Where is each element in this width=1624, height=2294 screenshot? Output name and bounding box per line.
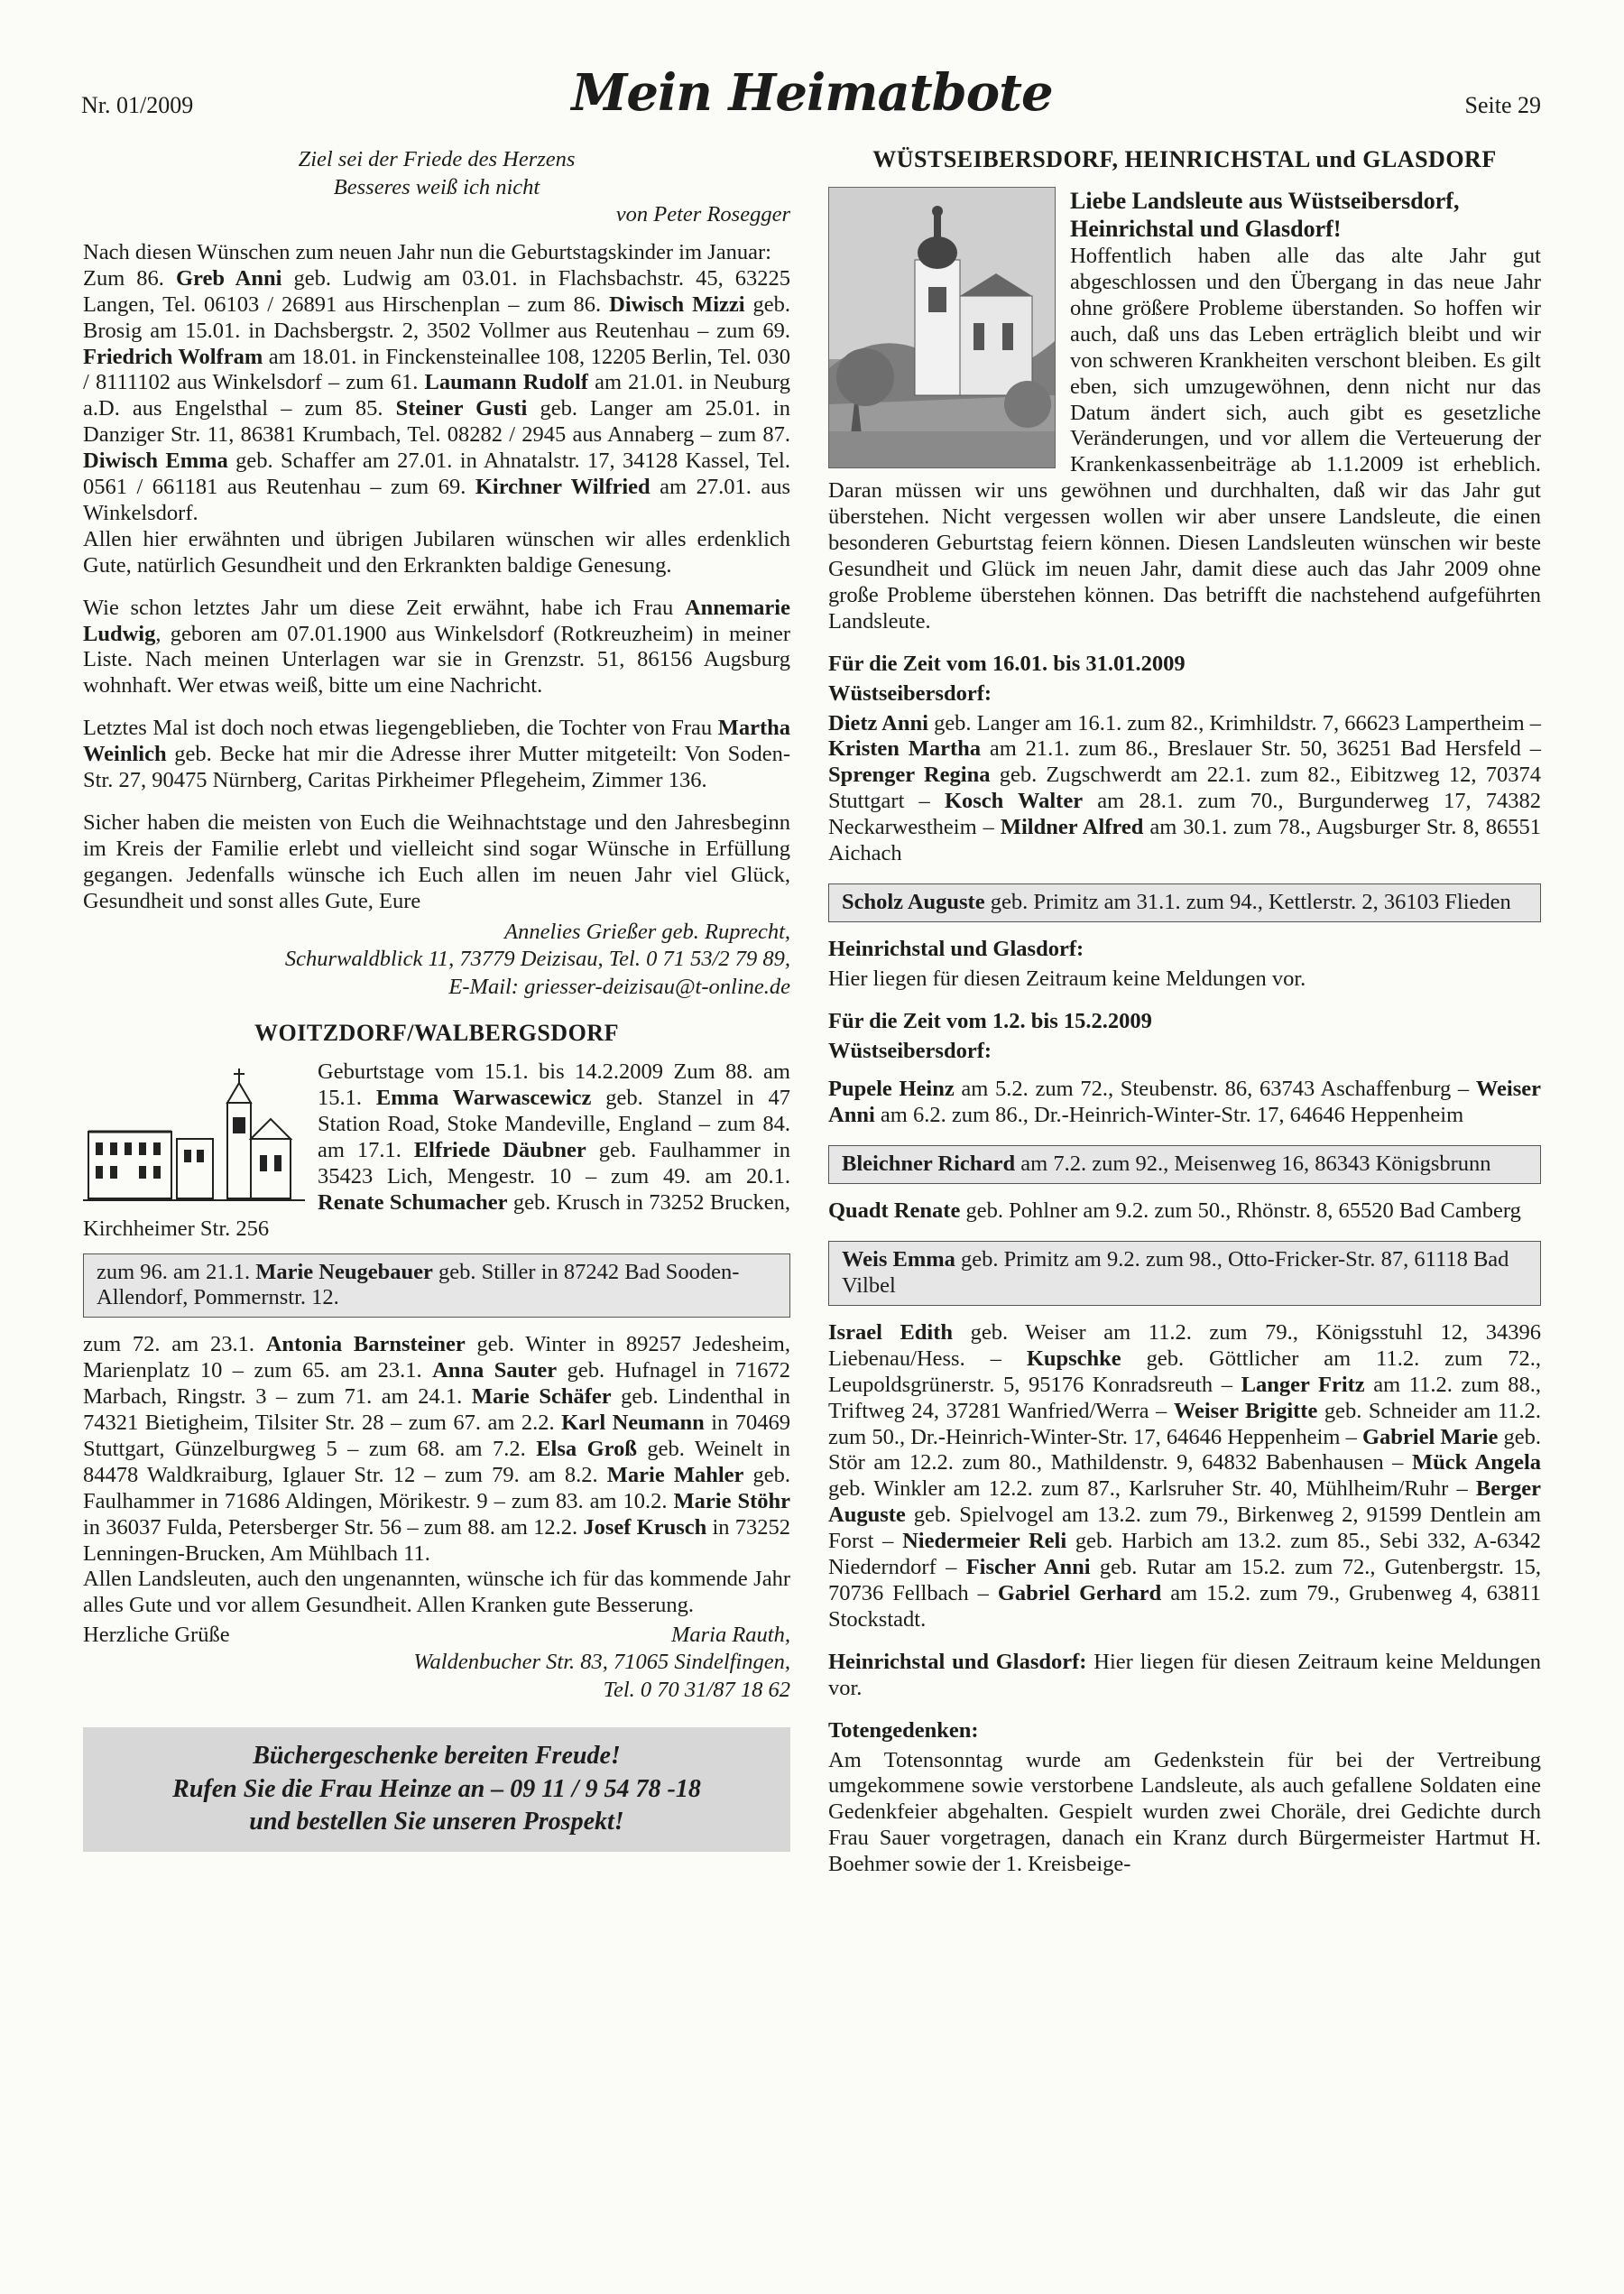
- place-heading: Wüstseibersdorf:: [828, 1038, 992, 1063]
- person-name: Bleichner Richard: [842, 1152, 1016, 1177]
- person-name: Weiser Brigitte: [1173, 1398, 1318, 1423]
- person-name: Friedrich Wolfram: [83, 344, 263, 369]
- village-sketch: [83, 1067, 305, 1202]
- woitzdorf-paragraph: Geburtstage vom 15.1. bis 14.2.2009 Zum 88. am 15.1. Emma Warwascewicz geb. Stanzel in 47 Station Road, Stoke Mandeville, England – zum 84. am 17.1. Elfriede Däubner geb. Faulhammer in 35423 Lich, Mengestr. 10 – zum 49. am 20.1. Renate Schumacher geb. Krusch in 73252 Brucken, Kirchheimer Str. 256: [83, 1059, 791, 1241]
- promo-box: [83, 1727, 790, 1851]
- person-name: Kristen Martha: [828, 736, 982, 762]
- church-photo-drawing: [829, 188, 1055, 467]
- person-name: Sprenger Regina: [828, 763, 991, 788]
- masthead-title: Mein Heimatbote: [571, 63, 1053, 123]
- wishes-paragraph: Sicher haben die meisten von Euch die Weihnachtstage und den Jahresbeginn im Kreis der Familie erlebt und vielleicht sind sogar Wünsche in Erfüllung gegangen. Jedenfalls wünsche ich Euch allen im neuen Jahr viel Glück, Gesundheit und sonst alles Gute, Eure: [83, 810, 790, 913]
- person-name: Gabriel Marie: [1361, 1424, 1499, 1449]
- memorial-heading: Totengedenken:: [828, 1717, 979, 1743]
- person-name: Renate Schumacher: [318, 1189, 508, 1215]
- signature-row: [83, 1623, 790, 1649]
- highlight-box: zum 96. am 21.1. Marie Neugebauer geb. Stiller in 87242 Bad Sooden-Allendorf, Pommernstr. 12.: [83, 1253, 790, 1318]
- greeting: Herzliche Grüße: [83, 1623, 230, 1648]
- church-photo: [828, 187, 1056, 468]
- motto-line: Besseres weiß ich nicht: [333, 174, 540, 199]
- person-name: Scholz Auguste: [842, 889, 985, 914]
- person-name: Berger Auguste: [828, 1476, 1541, 1528]
- person-name: Steiner Gusti: [395, 396, 528, 421]
- person-name: Gabriel Gerhard: [997, 1580, 1162, 1605]
- birthday-list: Israel Edith geb. Weiser am 11.2. zum 79., Königsstuhl 12, 34396 Liebenau/Hess. – Kupschke geb. Göttlicher am 11.2. zum 72., Leupoldsgrünerstr. 5, 95176 Konradsreuth – Langer Fritz am 11.2. zum 88., Triftweg 24, 37281 Wanfried/Werra – Weiser Brigitte geb. Schneider am 11.2. zum 50., Dr.-Heinrich-Winter-Str. 17, 64646 Heppenheim – Gabriel Marie geb. Stör am 12.2. zum 80., Mathildenstr. 9, 64832 Babenhausen – Mück Angela geb. Winkler am 12.2. zum 87., Karlsruher Str. 40, Mühlheim/Ruhr – Berger Auguste geb. Spielvogel am 13.2. zum 79., Birkenweg 2, 91599 Dentlein am Forst – Niedermeier Reli geb. Harbich am 13.2. zum 85., Sebi 332, A-6342 Niederndorf – Fischer Anni geb. Rutar am 15.2. zum 72., Gutenbergstr. 15, 70736 Fellbach – Gabriel Gerhard am 15.2. zum 79., Grubenweg 4, 63811 Stockstadt.: [828, 1319, 1542, 1632]
- place-heading: Heinrichstal und Glasdorf:: [828, 1649, 1087, 1674]
- no-reports: Hier liegen für diesen Zeitraum keine Meldungen vor.: [828, 966, 1306, 991]
- person-name: Elsa Groß: [536, 1436, 637, 1461]
- person-name: Martha Weinlich: [83, 716, 790, 767]
- memorial-paragraph: Am Totensonntag wurde am Gedenkstein für bei der Vertreibung umgekommene sowie verstorbene Landsleute, als auch gefallene Soldaten eine Gedenkfeier abgehalten. Gespielt wurden zwei Choräle, drei Gedichte durch Frau Sauer vorgetragen, danach ein Kranz durch Bürgermeister Hartmut H. Boehmer sowie der 1. Kreisbeige-: [828, 1747, 1541, 1877]
- person-name: Kirchner Wilfried: [475, 475, 651, 500]
- page-number: Seite 29: [1464, 92, 1541, 118]
- right-column: [828, 146, 1541, 1894]
- birthday-list: Dietz Anni geb. Langer am 16.1. zum 82., Krimhildstr. 7, 66623 Lampertheim – Kristen Martha am 21.1. zum 86., Breslauer Str. 50, 36251 Bad Hersfeld – Sprenger Regina geb. Zugschwerdt am 22.1. zum 82., Eibitzweg 12, 70374 Stuttgart – Kosch Walter am 28.1. zum 70., Burgunderweg 17, 74382 Neckarwestheim – Mildner Alfred am 30.1. zum 78., Augsburger Str. 8, 86551 Aichach: [828, 710, 1541, 866]
- promo-line: Rufen Sie die Frau Heinze an – 09 11 / 9 54 78 -18: [172, 1774, 701, 1803]
- person-name: Marie Stöhr: [673, 1488, 790, 1513]
- highlight-box: Bleichner Richard am 7.2. zum 92., Meisenweg 16, 86343 Königsbrunn: [828, 1145, 1541, 1184]
- person-name: Elfriede Däubner: [413, 1137, 586, 1162]
- section-title-woitzdorf: WOITZDORF/WALBERGSDORF: [254, 1019, 619, 1046]
- person-name: Emma Warwascewicz: [375, 1086, 592, 1111]
- person-name: Diwisch Mizzi: [609, 291, 745, 317]
- person-name: Josef Krusch: [583, 1514, 707, 1540]
- period-heading: Für die Zeit vom 1.2. bis 15.2.2009: [828, 1008, 1152, 1033]
- issue-number: Nr. 01/2009: [81, 92, 194, 118]
- highlight-box: Scholz Auguste geb. Primitz am 31.1. zum 94., Kettlerstr. 2, 36103 Flieden: [828, 883, 1541, 922]
- birthday-paragraph: Nach diesen Wünschen zum neuen Jahr nun die Geburtstagskinder im Januar: Zum 86. Greb Anni geb. Ludwig am 03.01. in Flachsbachstr. 45, 63225 Langen, Tel. 06103 / 26891 aus Hirschenplan – zum 86. Diwisch Mizzi geb. Brosig am 15.01. in Dachsbergstr. 2, 3502 Vollmer aus Reutenhau – zum 69. Friedrich Wolfram am 18.01. in Finckensteinallee 108, 12205 Berlin, Tel. 030 / 8111102 aus Winkelsdorf – zum 61. Laumann Rudolf am 21.01. in Neuburg a.D. aus Engelsthal – zum 85. Steiner Gusti geb. Langer am 25.01. in Danziger Str. 11, 86381 Krumbach, Tel. 08282 / 2945 aus Annaberg – zum 87. Diwisch Emma geb. Schaffer am 27.01. in Ahnatalstr. 17, 34128 Kassel, Tel. 0561 / 661181 aus Reutenhau – zum 69. Kirchner Wilfried am 27.01. aus Winkelsdorf. Allen hier erwähnten und übrigen Jubilaren wünschen wir alles erdenklich Gute, natürlich Gesundheit und den Erkrankten baldige Genesung.: [83, 239, 791, 578]
- person-name: Diwisch Emma: [83, 449, 228, 474]
- no-reports: Heinrichstal und Glasdorf: Hier liegen für diesen Zeitraum keine Meldungen vor.: [828, 1649, 1541, 1700]
- signature-block: Waldenbucher Str. 83, 71065 Sindelfingen, Tel. 0 70 31/87 18 62: [413, 1650, 790, 1702]
- motto-block: [83, 146, 790, 229]
- person-name: Marie Schäfer: [471, 1384, 612, 1410]
- place-heading: Heinrichstal und Glasdorf:: [828, 936, 1084, 961]
- person-name: Karl Neumann: [561, 1411, 705, 1436]
- birthday-list: Pupele Heinz am 5.2. zum 72., Steubenstr. 86, 63743 Aschaffenburg – Weiser Anni am 6.2. zum 86., Dr.-Heinrich-Winter-Str. 17, 64646 Heppenheim: [828, 1077, 1541, 1128]
- birthday-list: Quadt Renate geb. Pohlner am 9.2. zum 50., Rhönstr. 8, 65520 Bad Camberg: [828, 1198, 1521, 1224]
- person-name: Marie Mahler: [606, 1462, 744, 1487]
- person-name: Laumann Rudolf: [424, 370, 588, 395]
- address-paragraph: Letztes Mal ist doch noch etwas liegengeblieben, die Tochter von Frau Martha Weinlich geb. Becke hat mir die Adresse ihrer Mutter mitgeteilt: Von Soden-Str. 27, 90475 Nürnberg, Caritas Pirkheimer Pflegeheim, Zimmer 136.: [83, 716, 790, 793]
- period-heading: Für die Zeit vom 16.01. bis 31.01.2009: [828, 651, 1186, 676]
- highlight-box: Weis Emma geb. Primitz am 9.2. zum 98., Otto-Fricker-Str. 87, 61118 Bad Vilbel: [828, 1241, 1541, 1306]
- intro-paragraph: Hoffentlich haben alle das alte Jahr gut abgeschlossen und den Übergang in das neue Jahr ohne größere Probleme überstanden. So hoffen wir auch, daß uns das Leben erträglich bleibt und wir von schweren Krankheiten verschont bleiben. Es gilt eben, sich umzugewöhnen, denn nicht nur das Datum ändert sich, auch gibt es gesetzliche Veränderungen, und vor allem die Verteuerung der Krankenkassenbeiträge ab 1.1.2009 ist erheblich. Daran müssen wir uns gewöhnen und durchhalten, daß wir das Jahr gut überstehen. Nicht vergessen wollen wir aber unsere Landsleute, die einen besonderen Geburtstag feiern können. Diesen Landsleuten wünschen wir beste Gesundheit und Glück im neuen Jahr, damit diese auch das Jahr 2009 ohne große Probleme überstehen können. Das betrifft die nachstehend aufgeführten Landsleute.: [828, 244, 1541, 634]
- person-name: Langer Fritz: [1241, 1372, 1365, 1397]
- person-name: Mück Angela: [1412, 1450, 1541, 1475]
- person-name: Weiser Anni: [828, 1077, 1541, 1128]
- motto-author: von Peter Rosegger: [615, 202, 790, 227]
- signature-name: Maria Rauth,: [670, 1623, 790, 1648]
- left-column: [83, 146, 790, 1852]
- place-heading: Wüstseibersdorf:: [828, 680, 992, 706]
- person-name: Fischer Anni: [965, 1555, 1091, 1580]
- woitzdorf-list: zum 72. am 23.1. Antonia Barnsteiner geb. Winter in 89257 Jedesheim, Marienplatz 10 – zum 65. am 23.1. Anna Sauter geb. Hufnagel in 71672 Marbach, Ringstr. 3 – zum 71. am 24.1. Marie Schäfer geb. Lindenthal in 74321 Bietigheim, Tilsiter Str. 28 – zum 67. am 2.2. Karl Neumann in 70469 Stuttgart, Günzelburgweg 5 – zum 68. am 7.2. Elsa Groß geb. Weinelt in 84478 Waldkraiburg, Iglauer Str. 12 – zum 79. am 8.2. Marie Mahler geb. Faulhammer in 71686 Aldingen, Mörikestr. 9 – zum 83. am 10.2. Marie Stöhr in 36037 Fulda, Petersberger Str. 56 – zum 88. am 12.2. Josef Krusch in 73252 Lenningen-Brucken, Am Mühlbach 11. Allen Landsleuten, auch den ungenannten, wünsche ich für das kommende Jahr alles Gute und vor allem Gesundheit. Allen Kranken gute Besserung.: [83, 1332, 791, 1618]
- promo-line: Büchergeschenke bereiten Freude!: [253, 1742, 621, 1771]
- person-name: Anna Sauter: [432, 1358, 558, 1383]
- search-paragraph: Wie schon letztes Jahr um diese Zeit erwähnt, habe ich Frau Annemarie Ludwig, geboren am 07.01.1900 aus Winkelsdorf (Rotkreuzheim) in meiner Liste. Nach meinen Unterlagen war sie in Grenzstr. 51, 86156 Augsburg wohnhaft. Wer etwas weiß, bitte um eine Nachricht.: [83, 595, 790, 698]
- signature-block: Annelies Grießer geb. Ruprecht, Schurwaldblick 11, 73779 Deizisau, Tel. 0 71 53/2 79 89, E-Mail: griesser-deizisau@t-online.de: [284, 919, 790, 999]
- person-name: Quadt Renate: [828, 1198, 961, 1224]
- greeting-headline: Liebe Landsleute aus Wüstseibersdorf, Heinrichstal und Glasdorf!: [1070, 187, 1460, 243]
- person-name: Antonia Barnsteiner: [265, 1332, 466, 1357]
- person-name: Mildner Alfred: [1000, 815, 1144, 840]
- person-name: Greb Anni: [175, 265, 282, 291]
- person-name: Kosch Walter: [944, 789, 1084, 814]
- person-name: Kupschke: [1026, 1346, 1121, 1371]
- motto-line: Ziel sei der Friede des Herzens: [298, 147, 576, 171]
- person-name: Weis Emma: [842, 1247, 955, 1272]
- person-name: Niedermeier Reli: [902, 1529, 1067, 1554]
- person-name: Israel Edith: [828, 1319, 954, 1345]
- person-name: Dietz Anni: [828, 710, 928, 735]
- person-name: Marie Neugebauer: [255, 1259, 433, 1284]
- promo-line: und bestellen Sie unseren Prospekt!: [249, 1808, 624, 1836]
- section-title-wuestseibersdorf: WÜSTSEIBERSDORF, HEINRICHSTAL und GLASDORF: [872, 146, 1497, 172]
- person-name: Pupele Heinz: [828, 1077, 955, 1102]
- person-name: Annemarie Ludwig: [83, 595, 790, 646]
